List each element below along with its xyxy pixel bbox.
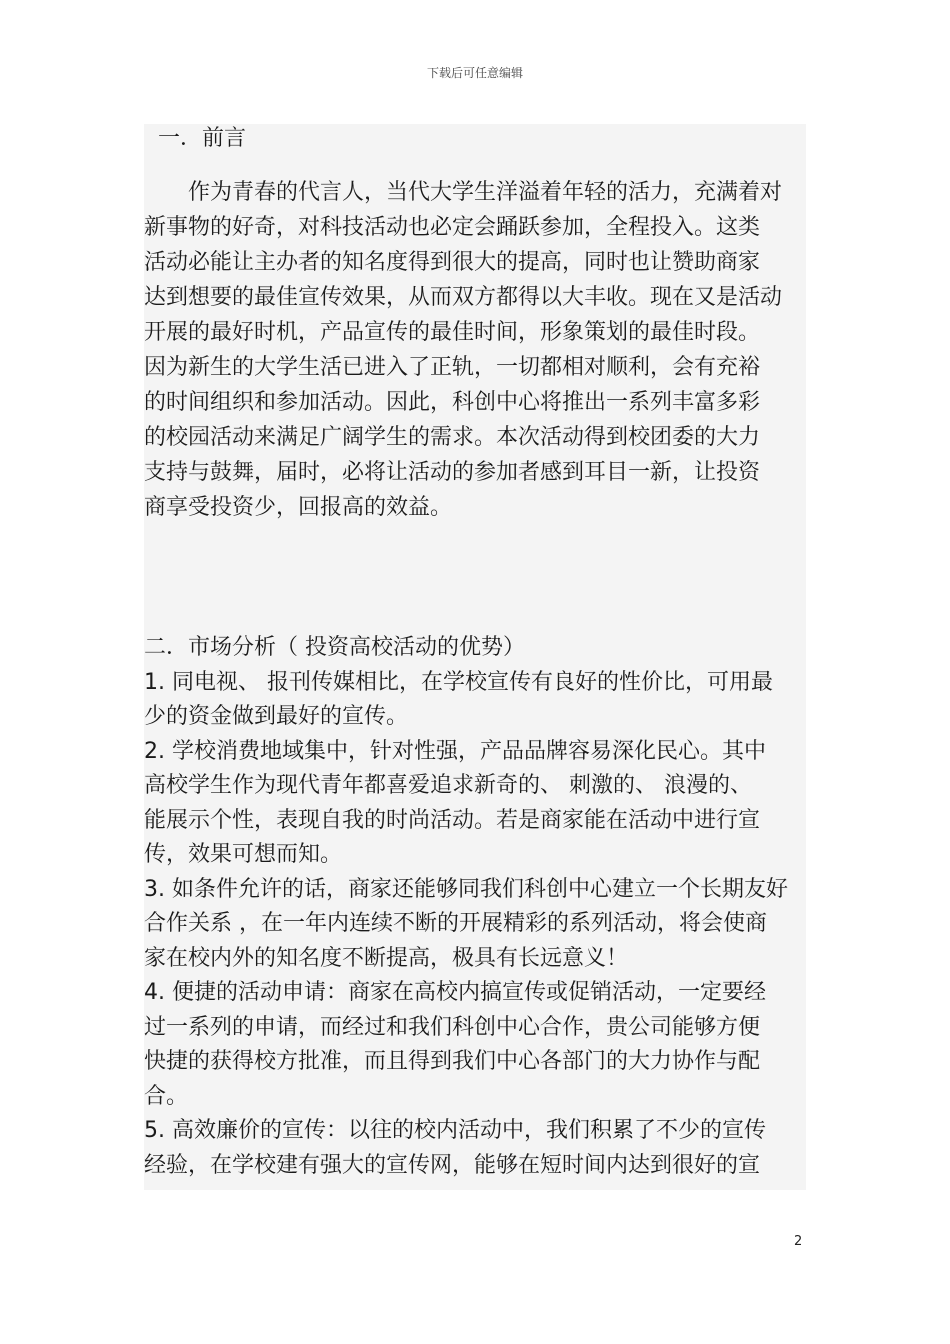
- section-market-analysis: [144, 631, 806, 1183]
- paragraph-line: 活动必能让主办者的知名度得到很大的提高，同时也让赞助商家: [144, 250, 761, 275]
- section-preface-body: [144, 175, 806, 525]
- section-title-market-analysis: 二．市场分析（ 投资高校活动的优势）: [144, 635, 525, 660]
- paragraph-line: 作为青春的代言人，当代大学生洋溢着年轻的活力，充满着对: [144, 180, 783, 205]
- paragraph-line: 达到想要的最佳宣传效果，从而双方都得以大丰收。现在又是活动: [144, 285, 783, 310]
- page-header: 下载后可任意编辑: [426, 66, 523, 80]
- paragraph-line: 支持与鼓舞，届时，必将让活动的参加者感到耳目一新，让投资: [144, 460, 761, 485]
- paragraph-line: 少的资金做到最好的宣传。: [144, 704, 409, 729]
- paragraph-line: 合。: [144, 1083, 189, 1109]
- paragraph-line: 的校园活动来满足广阔学生的需求。本次活动得到校团委的大力: [144, 425, 761, 450]
- document-body: [144, 124, 806, 1190]
- paragraph-line: 快捷的获得校方批准，而且得到我们中心各部门的大力协作与配: [144, 1049, 761, 1074]
- paragraph-line: 3. 如条件允许的话，商家还能够同我们科创中心建立一个长期友好: [144, 876, 788, 902]
- paragraph-line: 家在校内外的知名度不断提高，极具有长远意义！: [144, 945, 629, 971]
- paragraph-line: 4. 便捷的活动申请：商家在高校内搞宣传或促销活动，一定要经: [144, 980, 766, 1005]
- paragraph-line: 新事物的好奇，对科技活动也必定会踊跃参加，全程投入。这类: [144, 215, 761, 240]
- paragraph-line: 高校学生作为现代青年都喜爱追求新奇的、 刺激的、 浪漫的、: [144, 773, 752, 798]
- paragraph-line: 传，效果可想而知。: [144, 842, 343, 867]
- paragraph-line: 过一系列的申请，而经过和我们科创中心合作，贵公司能够方便: [144, 1014, 761, 1040]
- paragraph-line: 商享受投资少，回报高的效益。: [144, 495, 453, 520]
- paragraph-line: 能展示个性，表现自我的时尚活动。若是商家能在活动中进行宣: [144, 807, 761, 833]
- paragraph-line: 因为新生的大学生活已进入了正轨，一切都相对顺利，会有充裕: [144, 355, 761, 380]
- paragraph-line: 1. 同电视、 报刊传媒相比，在学校宣传有良好的性价比，可用最: [144, 669, 773, 695]
- paragraph-line: 2. 学校消费地域集中，针对性强，产品品牌容易深化民心。其中: [144, 738, 766, 764]
- paragraph-line: 合作关系 ，在一年内连续不断的开展精彩的系列活动，将会使商: [144, 911, 767, 936]
- paragraph-line: 的时间组织和参加活动。因此，科创中心将推出一系列丰富多彩: [144, 390, 761, 415]
- paragraph-line: 经验，在学校建有强大的宣传网，能够在短时间内达到很好的宣: [144, 1152, 761, 1178]
- page-number: 2: [794, 1234, 803, 1249]
- paragraph-line: 5. 高效廉价的宣传：以往的校内活动中，我们积累了不少的宣传: [144, 1118, 766, 1143]
- section-title-preface: 一．前言: [158, 126, 247, 151]
- paragraph-line: 开展的最好时机，产品宣传的最佳时间，形象策划的最佳时段。: [144, 320, 761, 345]
